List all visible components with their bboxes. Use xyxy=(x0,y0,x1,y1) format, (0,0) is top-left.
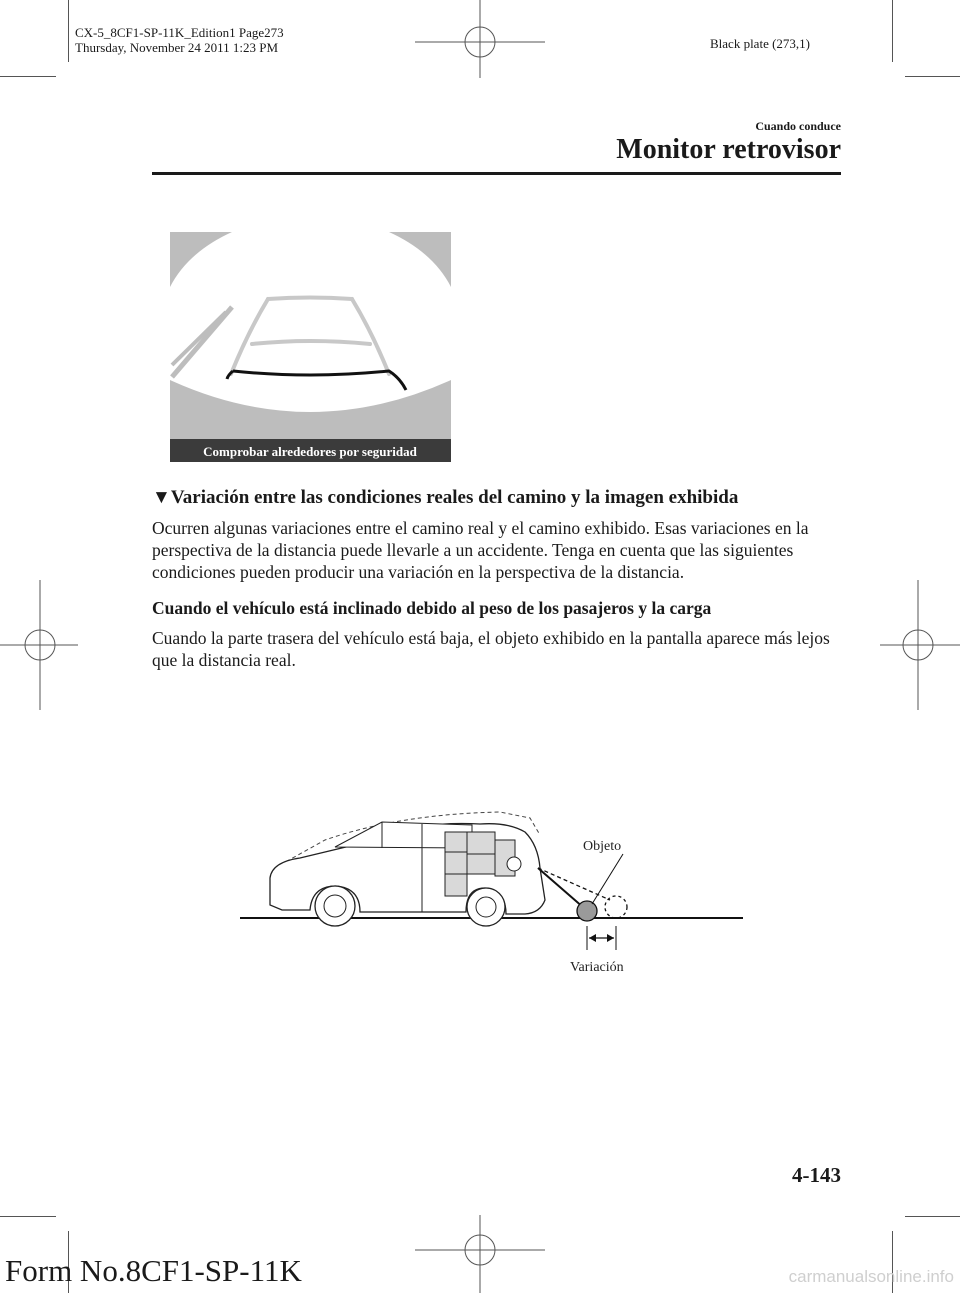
heading-text: Variación entre las condiciones reales del camino y la imagen exhibida xyxy=(170,487,739,508)
page-number: 4-143 xyxy=(792,1163,841,1187)
paragraph-2: Cuando la parte trasera del vehículo está baja, el objeto exhibido en la pantalla aparece más lejos que la distancia real. xyxy=(152,628,830,670)
page-title: Monitor retrovisor xyxy=(616,134,841,165)
vehicle-tilt-diagram xyxy=(240,800,750,980)
print-meta-line1: CX-5_8CF1-SP-11K_Edition1 Page273 xyxy=(75,25,284,40)
form-number: Form No.8CF1-SP-11K xyxy=(5,1253,302,1288)
camera-view-illustration xyxy=(170,232,451,462)
section-label: Cuando conduce xyxy=(755,119,841,133)
section-heading xyxy=(152,487,738,509)
print-meta-line2: Thursday, November 24 2011 1:23 PM xyxy=(75,40,279,55)
variation-label: Variación xyxy=(570,960,624,975)
triangle-marker-icon: ▼ xyxy=(152,487,171,508)
plate-info: Black plate (273,1) xyxy=(710,36,810,51)
title-rule xyxy=(152,172,841,175)
object-label: Objeto xyxy=(583,839,622,854)
paragraph-1: Ocurren algunas variaciones entre el camino real y el camino exhibido. Esas variaciones en la perspectiva de la distancia puede llevarle a un accidente. Tenga en cuenta que las siguientes condiciones pueden producir una variación en la perspectiva de la distancia. xyxy=(152,518,809,582)
subheading: Cuando el vehículo está inclinado debido al peso de los pasajeros y la carga xyxy=(152,598,712,618)
print-meta xyxy=(75,25,284,55)
camera-caption: Comprobar alrededores por seguridad xyxy=(203,444,417,459)
watermark: carmanualsonline.info xyxy=(788,1267,954,1286)
